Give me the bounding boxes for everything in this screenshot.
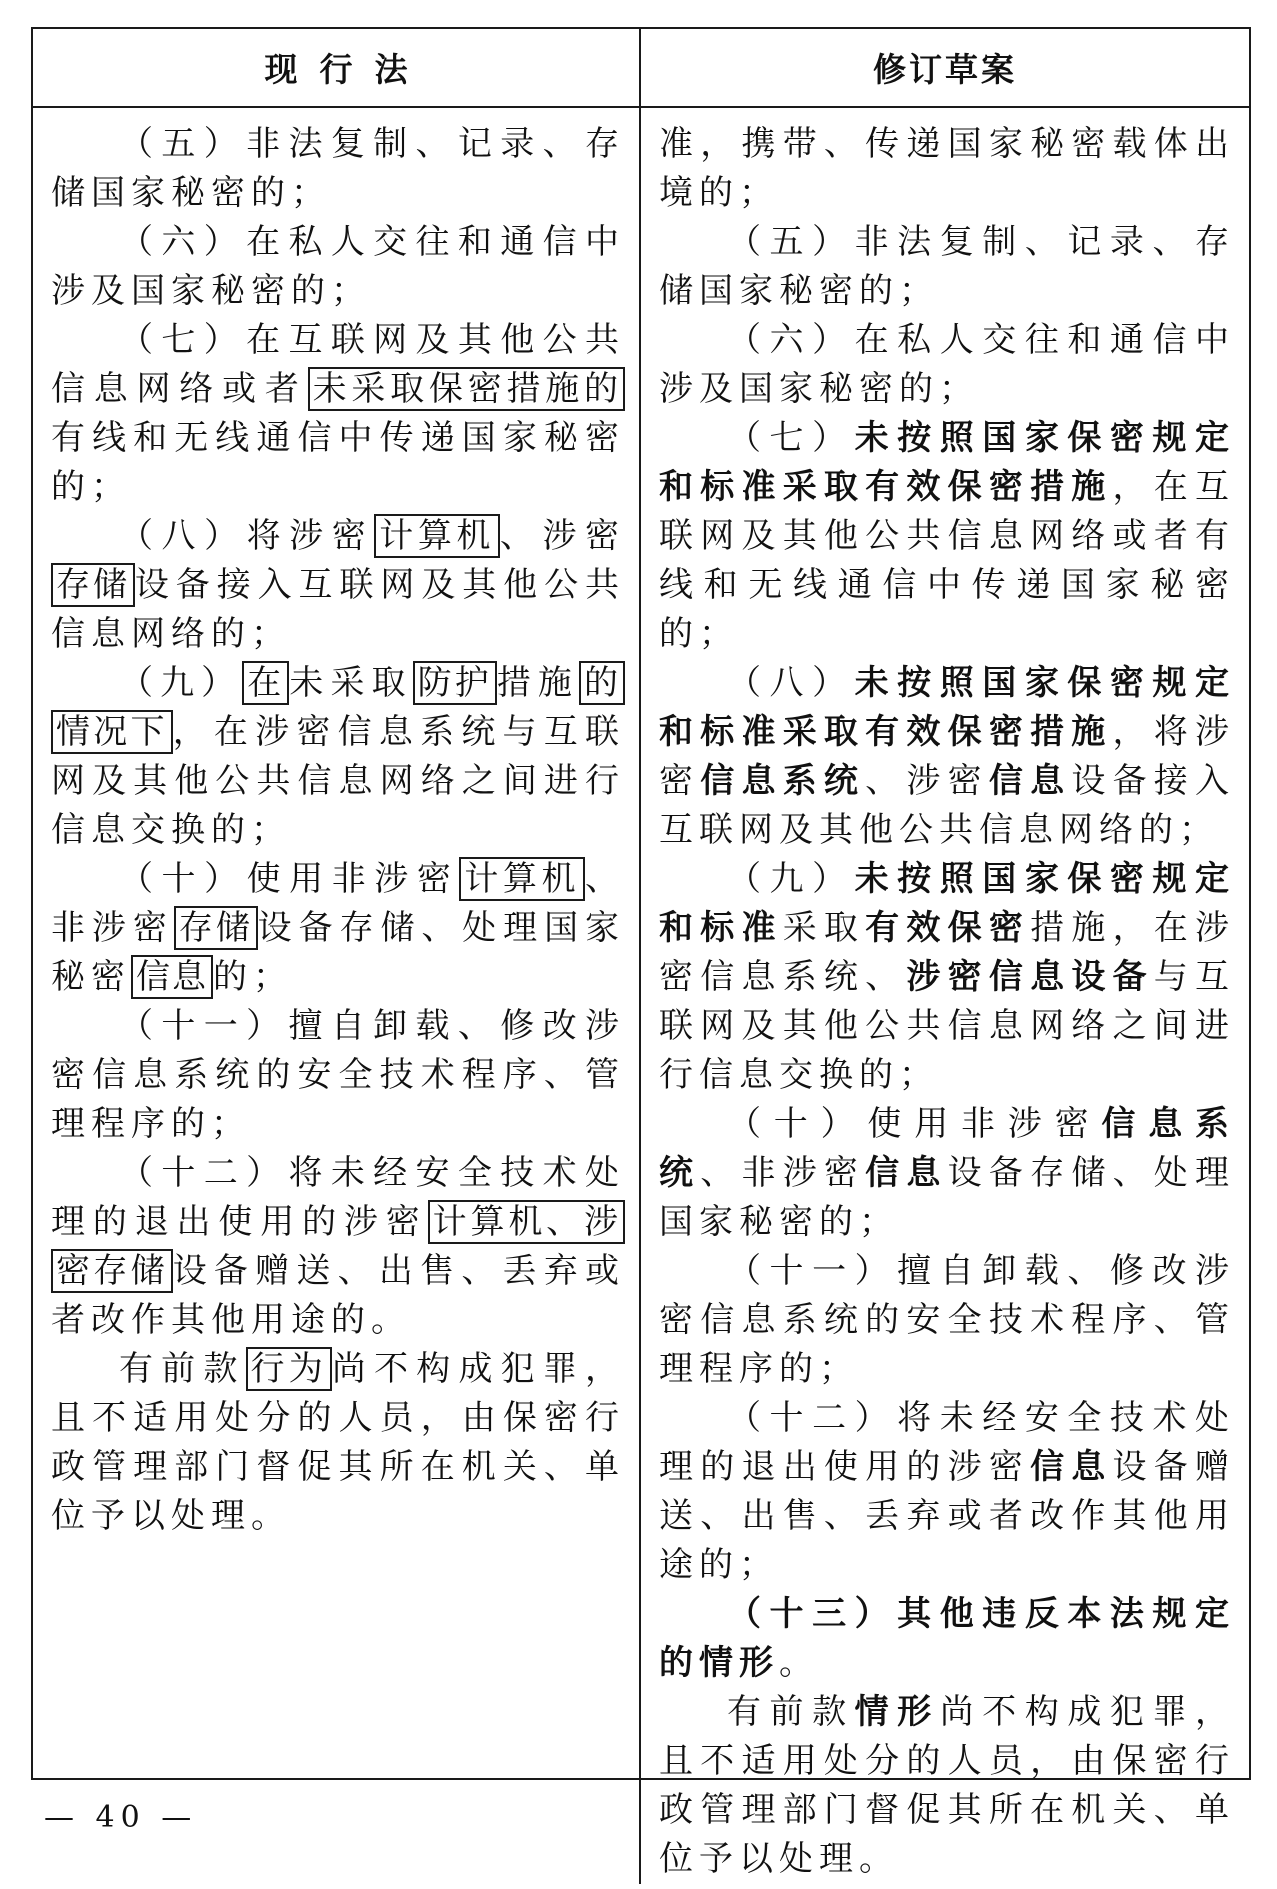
clause-text: 设备接入互联网及其他公共信息网络的； <box>51 565 626 654</box>
boxed-deleted-text: 行为 <box>246 1347 332 1391</box>
clause-paragraph <box>51 855 625 1002</box>
clause-text: （十一）擅自卸载、修改涉密信息系统的安全技术程序、管理程序的； <box>51 1006 625 1144</box>
clause-paragraph <box>51 1345 625 1541</box>
clause-paragraph <box>659 218 1235 316</box>
clause-text: （七）在互联网及其他公共信息网络或者 <box>51 320 625 409</box>
clause-text: 有前款 <box>727 1692 855 1732</box>
bold-amended-text: 未按照国家保密规定和标准 <box>659 859 1236 948</box>
clause-paragraph <box>659 1688 1235 1884</box>
clause-text: （八） <box>727 663 855 703</box>
boxed-deleted-text: 未采取保密措施的 <box>308 367 625 411</box>
clause-paragraph <box>51 1002 625 1149</box>
boxed-deleted-text: 在 <box>242 661 289 705</box>
clause-text: 措施，在涉密信息系统、 <box>659 908 1236 997</box>
revised-draft-column <box>641 108 1249 1884</box>
clause-text: ，将涉密 <box>659 712 1236 801</box>
clause-text: （十二）将未经安全技术处理的退出使用的涉密 <box>51 1153 625 1242</box>
clause-text: （九） <box>119 663 243 703</box>
clause-text: 与互联网及其他公共信息网络之间进行信息交换的； <box>659 957 1236 1095</box>
boxed-deleted-text: 计算机 <box>374 514 500 558</box>
clause-paragraph <box>659 855 1235 1100</box>
clause-text: 尚不构成犯罪，且不适用处分的人员，由保密行政管理部门督促其所在机关、单位予以处理。 <box>659 1692 1236 1879</box>
clause-text: 设备赠送、出售、丢弃或者改作其他用途的。 <box>51 1251 626 1340</box>
bold-amended-text: 信息系统 <box>659 1104 1236 1193</box>
clause-text: （十二）将未经安全技术处理的退出使用的涉密 <box>659 1398 1235 1487</box>
boxed-deleted-text: 计算机、涉密存储 <box>51 1200 625 1293</box>
bold-amended-text: 信息 <box>865 1153 948 1193</box>
clause-paragraph <box>51 659 625 855</box>
clause-paragraph <box>659 1590 1235 1688</box>
boxed-deleted-text: 的情况下 <box>51 661 625 754</box>
boxed-deleted-text: 存储 <box>174 906 258 950</box>
clause-text: 。 <box>779 1643 819 1683</box>
clause-text: 设备存储、处理国家秘密 <box>51 908 626 997</box>
boxed-deleted-text: 信息 <box>131 955 213 999</box>
bold-amended-text: 信息系统 <box>700 761 866 801</box>
clause-paragraph <box>659 1100 1235 1247</box>
clause-text: 准，携带、传递国家秘密载体出境的； <box>659 124 1235 213</box>
clause-text: 的； <box>213 957 293 997</box>
clause-text: （六）在私人交往和通信中涉及国家秘密的； <box>659 320 1235 409</box>
bold-amended-text: 信息 <box>988 761 1072 801</box>
clause-text: ，在互联网及其他公共信息网络或者有线和无线通信中传递国家秘密的； <box>659 467 1236 654</box>
clause-text: 采取 <box>782 908 866 948</box>
boxed-deleted-text: 计算机 <box>459 857 585 901</box>
bold-amended-text: 有效保密 <box>865 908 1031 948</box>
clause-text: 设备存储、处理国家秘密的； <box>659 1153 1236 1242</box>
bold-amended-text: 未按照国家保密规定和标准采取有效保密措施 <box>659 418 1236 507</box>
bold-amended-text: 信息 <box>1030 1447 1113 1487</box>
clause-text: 设备赠送、出售、丢弃或者改作其他用途的； <box>659 1447 1236 1585</box>
bold-amended-text: 涉密信息设备 <box>906 957 1154 997</box>
clause-text: 设备接入互联网及其他公共信息网络的； <box>659 761 1236 850</box>
clause-paragraph <box>51 1149 625 1345</box>
clause-paragraph <box>51 512 625 659</box>
clause-text: 、非涉密 <box>700 1153 866 1193</box>
clause-text: 有前款 <box>119 1349 246 1389</box>
clause-text: （八）将涉密 <box>119 516 375 556</box>
clause-paragraph <box>659 659 1235 855</box>
clause-text: （九） <box>727 859 855 899</box>
clause-text: 、涉密 <box>499 516 626 556</box>
clause-text: （十）使用非涉密 <box>727 1104 1102 1144</box>
clause-paragraph <box>659 414 1235 659</box>
clause-text: 、涉密 <box>865 761 989 801</box>
boxed-deleted-text: 防护 <box>413 661 497 705</box>
clause-paragraph <box>659 120 1235 218</box>
bold-amended-text: 情形 <box>854 1692 940 1732</box>
clause-text: （五）非法复制、记录、存储国家秘密的； <box>51 124 625 213</box>
clause-text: 尚不构成犯罪，且不适用处分的人员，由保密行政管理部门督促其所在机关、单位予以处理。 <box>51 1349 626 1536</box>
clause-paragraph <box>659 1247 1235 1394</box>
header-current-law: 现行法 <box>33 29 641 108</box>
bold-amended-text: （十三）其他违反本法规定的情形 <box>659 1594 1235 1683</box>
bold-amended-text: 未按照国家保密规定和标准采取有效保密措施 <box>659 663 1236 752</box>
clause-text: 有线和无线通信中传递国家秘密的； <box>51 418 625 507</box>
clause-text: （十一）擅自卸载、修改涉密信息系统的安全技术程序、管理程序的； <box>659 1251 1235 1389</box>
clause-text: 措施 <box>496 663 580 703</box>
page-number: — 40 — <box>44 1800 198 1835</box>
clause-text: （六）在私人交往和通信中涉及国家秘密的； <box>51 222 625 311</box>
clause-text: 、非涉密 <box>51 859 626 948</box>
clause-text: （七） <box>727 418 855 458</box>
clause-paragraph <box>51 218 625 316</box>
clause-paragraph <box>659 1394 1235 1590</box>
clause-text: （五）非法复制、记录、存储国家秘密的； <box>659 222 1235 311</box>
clause-paragraph <box>51 316 625 512</box>
clause-text: ，在涉密信息系统与互联网及其他公共信息网络之间进行信息交换的； <box>51 712 626 850</box>
current-law-column <box>33 108 641 1884</box>
boxed-deleted-text: 存储 <box>51 563 135 607</box>
clause-text: （十）使用非涉密 <box>119 859 460 899</box>
header-revised-draft: 修订草案 <box>641 29 1249 108</box>
clause-paragraph <box>659 316 1235 414</box>
clause-text: 未采取 <box>289 663 413 703</box>
clause-paragraph <box>51 120 625 218</box>
